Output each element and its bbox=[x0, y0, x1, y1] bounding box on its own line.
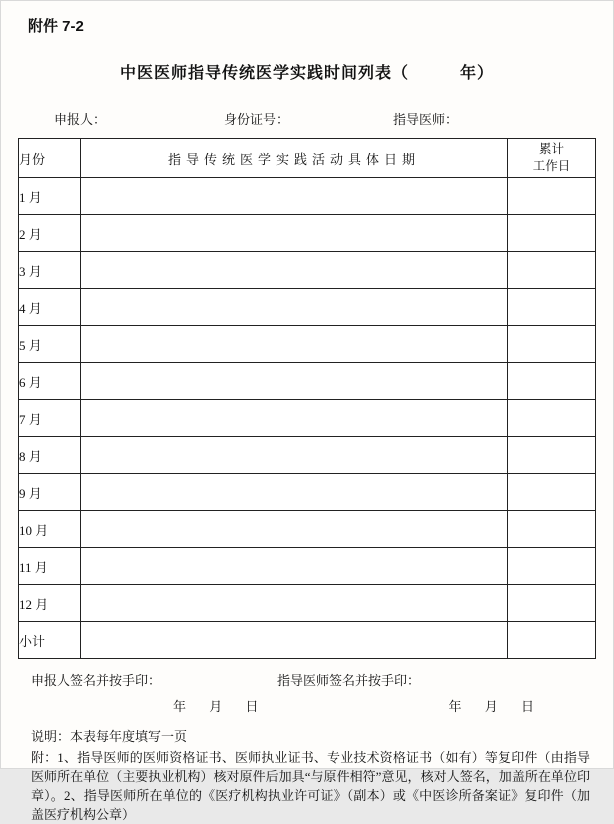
dates-cell bbox=[81, 548, 508, 585]
total-header-line1: 累计 bbox=[538, 142, 564, 156]
total-cell bbox=[508, 289, 596, 326]
date-row bbox=[18, 696, 596, 715]
id-number-label: 身份证号： bbox=[224, 112, 290, 127]
signature-row bbox=[18, 670, 596, 689]
dates-cell bbox=[81, 511, 508, 548]
table-header-row bbox=[19, 139, 596, 178]
total-cell bbox=[508, 215, 596, 252]
month-cell: 1 月 bbox=[19, 178, 81, 215]
month-cell: 3 月 bbox=[19, 252, 81, 289]
page-title: 中医医师指导传统医学实践时间列表（ 年） bbox=[119, 65, 494, 82]
dates-cell bbox=[81, 474, 508, 511]
month-cell: 8 月 bbox=[19, 437, 81, 474]
month-cell: 10 月 bbox=[19, 511, 81, 548]
dates-cell bbox=[81, 252, 508, 289]
supervisor-signature-label: 指导医师签名并按手印： bbox=[277, 673, 421, 688]
dates-cell bbox=[81, 289, 508, 326]
total-cell bbox=[508, 548, 596, 585]
dates-cell bbox=[81, 585, 508, 622]
total-column-header bbox=[508, 139, 596, 178]
appendix-note: 附：1、指导医师的医师资格证书、医师执业证书、专业技术资格证书（如有）等复印件（由指导医师所在单位（主要执业机构）核对原件后加具“与原件相符”意见，核对人签名，加盖所在单位印章）。2、指导医师所在单位的《医疗机构执业许可证》（副本）或《中医诊所备案证》复印件（加盖医疗机构公章） bbox=[31, 750, 590, 822]
total-cell bbox=[508, 585, 596, 622]
supervisor-date-label: 年 月 日 bbox=[448, 699, 545, 714]
month-cell: 7 月 bbox=[19, 400, 81, 437]
total-cell bbox=[508, 474, 596, 511]
table-row bbox=[19, 511, 596, 548]
table-row bbox=[19, 326, 596, 363]
month-cell: 9 月 bbox=[19, 474, 81, 511]
dates-cell bbox=[81, 363, 508, 400]
table-row bbox=[19, 474, 596, 511]
month-cell: 小计 bbox=[19, 622, 81, 659]
dates-column-header: 指导传统医学实践活动具体日期 bbox=[81, 139, 508, 178]
table-row bbox=[19, 363, 596, 400]
total-cell bbox=[508, 437, 596, 474]
total-cell bbox=[508, 326, 596, 363]
dates-cell bbox=[81, 178, 508, 215]
month-cell: 6 月 bbox=[19, 363, 81, 400]
total-header-line2: 工作日 bbox=[532, 159, 571, 173]
total-cell bbox=[508, 178, 596, 215]
total-cell bbox=[508, 622, 596, 659]
practice-time-table bbox=[18, 138, 596, 659]
month-cell: 12 月 bbox=[19, 585, 81, 622]
dates-cell bbox=[81, 326, 508, 363]
dates-cell bbox=[81, 215, 508, 252]
dates-cell bbox=[81, 437, 508, 474]
applicant-date-label: 年 月 日 bbox=[173, 699, 269, 714]
table-row bbox=[19, 585, 596, 622]
table-row bbox=[19, 400, 596, 437]
applicant-label: 申报人： bbox=[54, 112, 107, 127]
total-cell bbox=[508, 252, 596, 289]
table-row bbox=[19, 289, 596, 326]
practice-table-body bbox=[19, 178, 596, 659]
dates-cell bbox=[81, 622, 508, 659]
table-row bbox=[19, 548, 596, 585]
total-cell bbox=[508, 400, 596, 437]
month-cell: 2 月 bbox=[19, 215, 81, 252]
table-row bbox=[19, 215, 596, 252]
table-row bbox=[19, 178, 596, 215]
table-header bbox=[19, 139, 596, 178]
month-cell: 4 月 bbox=[19, 289, 81, 326]
total-cell bbox=[508, 511, 596, 548]
month-cell: 5 月 bbox=[19, 326, 81, 363]
table-row bbox=[19, 622, 596, 659]
attachment-label: 附件 7-2 bbox=[28, 18, 84, 35]
month-column-header: 月份 bbox=[19, 139, 81, 178]
applicant-signature-label: 申报人签名并按手印： bbox=[31, 673, 162, 688]
supervisor-label: 指导医师： bbox=[393, 112, 459, 127]
table-row bbox=[19, 437, 596, 474]
info-row bbox=[18, 109, 596, 128]
total-cell bbox=[508, 363, 596, 400]
dates-cell bbox=[81, 400, 508, 437]
instructions-line: 说明：本表每年度填写一页 bbox=[31, 729, 188, 744]
month-cell: 11 月 bbox=[19, 548, 81, 585]
table-row bbox=[19, 252, 596, 289]
